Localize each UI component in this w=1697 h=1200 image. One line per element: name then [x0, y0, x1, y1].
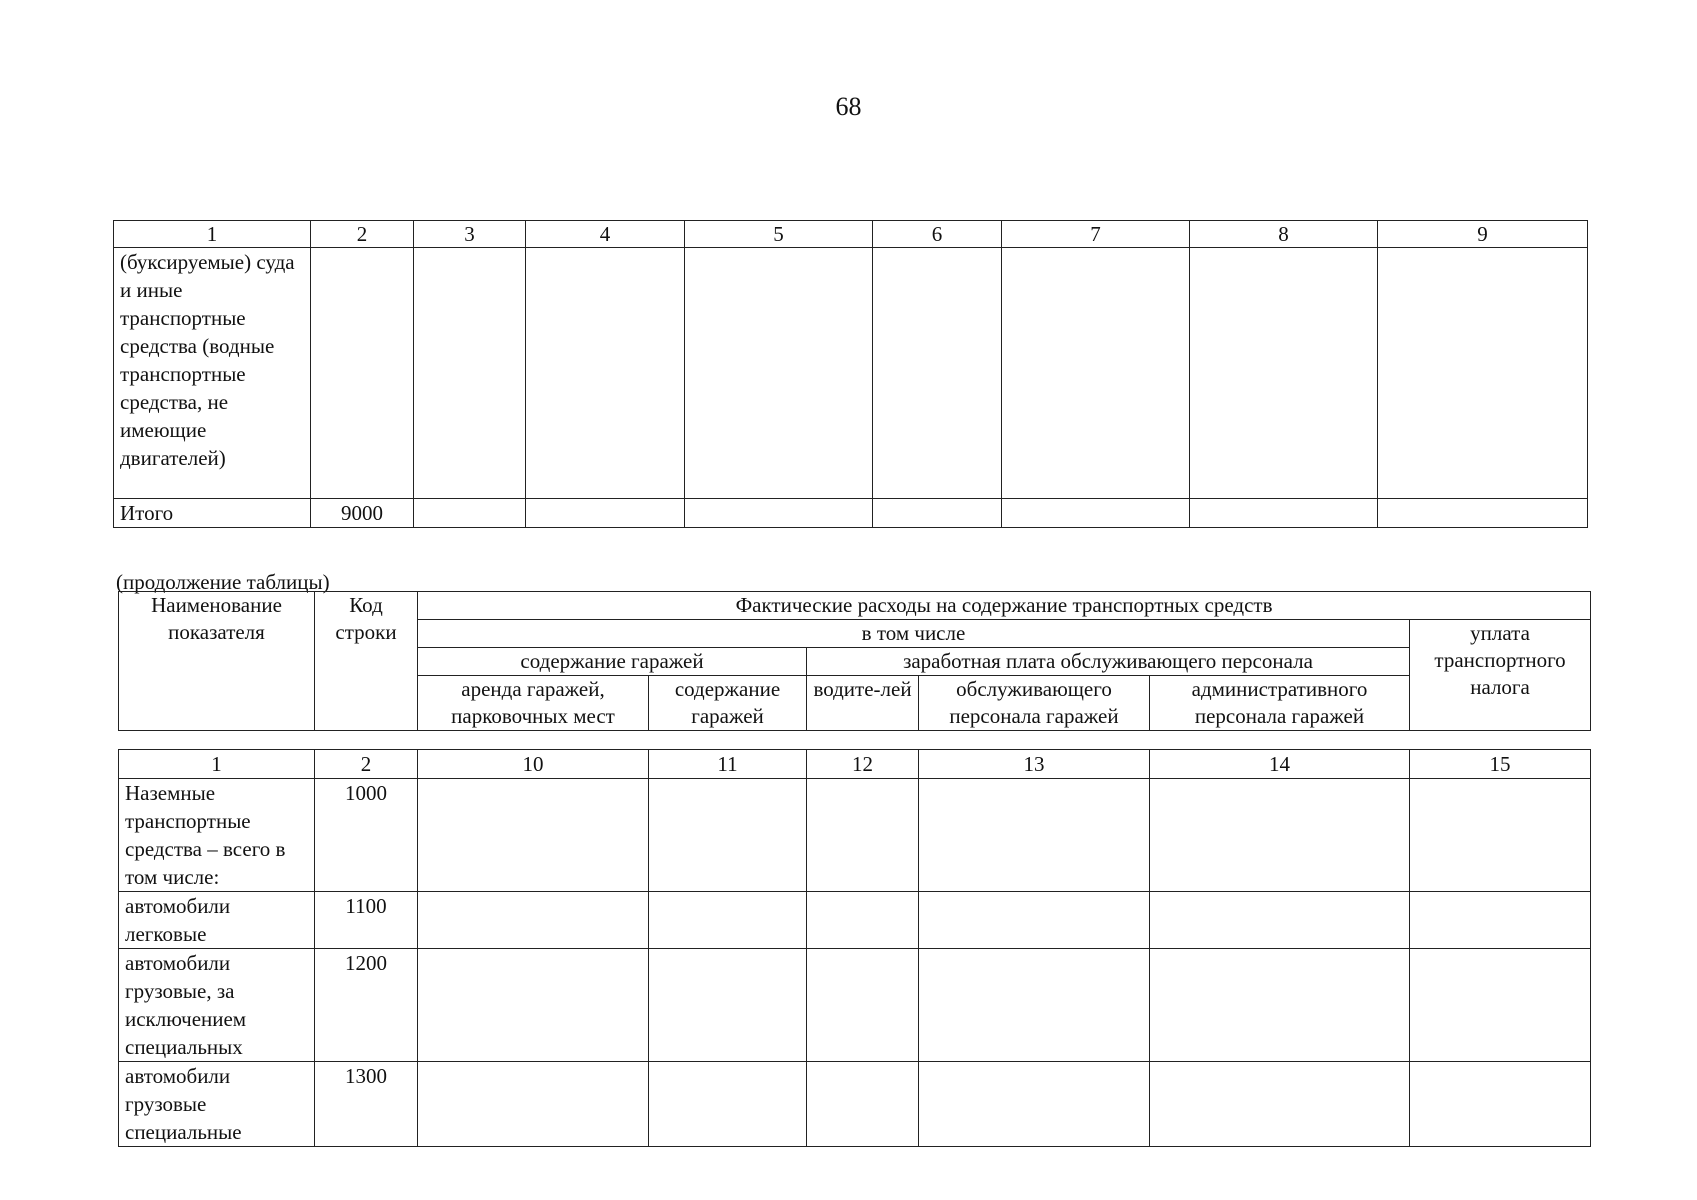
column-number: 8 [1190, 221, 1378, 248]
column-number: 1 [114, 221, 311, 248]
header-garages: содержание гаражей [418, 648, 807, 676]
row-code: 1000 [315, 779, 418, 892]
column-number: 2 [315, 750, 418, 779]
row-name: (буксируемые) суда и иные транспортные средства (водные транспортные средства, не имеющие двигателей) [114, 248, 311, 499]
column-number: 2 [311, 221, 414, 248]
table-cell [807, 949, 919, 1062]
row-code: 1300 [315, 1062, 418, 1147]
row-name: Итого [114, 499, 311, 528]
table-row-total [114, 499, 1588, 528]
column-number: 15 [1410, 750, 1591, 779]
table-row [119, 892, 1591, 949]
header-garage-maintenance: содержание гаражей [649, 676, 807, 731]
table-cell [649, 1062, 807, 1147]
row-name: Наземные транспортные средства – всего в том числе: [119, 779, 315, 892]
column-number: 10 [418, 750, 649, 779]
column-number: 3 [414, 221, 526, 248]
column-number: 9 [1378, 221, 1588, 248]
column-number: 1 [119, 750, 315, 779]
table-cell [1378, 499, 1588, 528]
table-cell [685, 248, 873, 499]
header-admin-staff: административного персонала гаражей [1150, 676, 1410, 731]
column-number-row [119, 750, 1591, 779]
header-transport-tax: уплата транспортного налога [1410, 620, 1591, 731]
row-name: автомобили грузовые специальные [119, 1062, 315, 1147]
header-drivers: водите-лей [807, 676, 919, 731]
table-continuation-top [113, 220, 1588, 528]
table-cell [1190, 499, 1378, 528]
table-cell [649, 892, 807, 949]
table-cell [919, 1062, 1150, 1147]
table-cell [414, 499, 526, 528]
header-actual-expenses: Фактические расходы на содержание транспортных средств [418, 592, 1591, 620]
table-cell [807, 892, 919, 949]
table-row [119, 949, 1591, 1062]
table-row [119, 779, 1591, 892]
table-body [118, 749, 1591, 1147]
table-cell [1150, 1062, 1410, 1147]
table-cell [526, 499, 685, 528]
column-number: 6 [873, 221, 1002, 248]
table-cell [1410, 949, 1591, 1062]
row-code: 1200 [315, 949, 418, 1062]
table-cell [919, 892, 1150, 949]
table-cell [919, 949, 1150, 1062]
table-cell [418, 779, 649, 892]
table-cell [1150, 892, 1410, 949]
table-cell [685, 499, 873, 528]
column-number: 13 [919, 750, 1150, 779]
column-number: 4 [526, 221, 685, 248]
row-code: 1100 [315, 892, 418, 949]
table-cell [1002, 248, 1190, 499]
row-code: 9000 [311, 499, 414, 528]
header-name: Наименование показателя [119, 592, 315, 731]
table-cell [1150, 779, 1410, 892]
header-salary: заработная плата обслуживающего персонала [807, 648, 1410, 676]
header-service-staff: обслуживающего персонала гаражей [919, 676, 1150, 731]
table-cell [1190, 248, 1378, 499]
table-cell [1410, 892, 1591, 949]
table-cell [807, 779, 919, 892]
column-number: 11 [649, 750, 807, 779]
table-cell [873, 248, 1002, 499]
table-cell [1150, 949, 1410, 1062]
header-garage-rent: аренда гаражей, парковочных мест [418, 676, 649, 731]
table-cell [873, 499, 1002, 528]
table-row [114, 248, 1588, 499]
row-name: автомобили грузовые, за исключением специальных [119, 949, 315, 1062]
table-cell [1410, 779, 1591, 892]
table-cell [526, 248, 685, 499]
table-cell [807, 1062, 919, 1147]
table-cell [418, 892, 649, 949]
table-caption: (продолжение таблицы) [116, 570, 330, 594]
table-row [119, 1062, 1591, 1147]
row-code [311, 248, 414, 499]
column-number-row [114, 221, 1588, 248]
table-cell [919, 779, 1150, 892]
column-number: 14 [1150, 750, 1410, 779]
table-cell [1378, 248, 1588, 499]
header-code: Код строки [315, 592, 418, 731]
table-cell [418, 949, 649, 1062]
row-name: автомобили легковые [119, 892, 315, 949]
column-number: 7 [1002, 221, 1190, 248]
table-header [118, 591, 1591, 731]
page-number: 68 [835, 92, 862, 121]
column-number: 5 [685, 221, 873, 248]
header-including: в том числе [418, 620, 1410, 648]
table-cell [1410, 1062, 1591, 1147]
table-cell [649, 949, 807, 1062]
table-cell [414, 248, 526, 499]
table-cell [649, 779, 807, 892]
table-cell [418, 1062, 649, 1147]
column-number: 12 [807, 750, 919, 779]
table-cell [1002, 499, 1190, 528]
